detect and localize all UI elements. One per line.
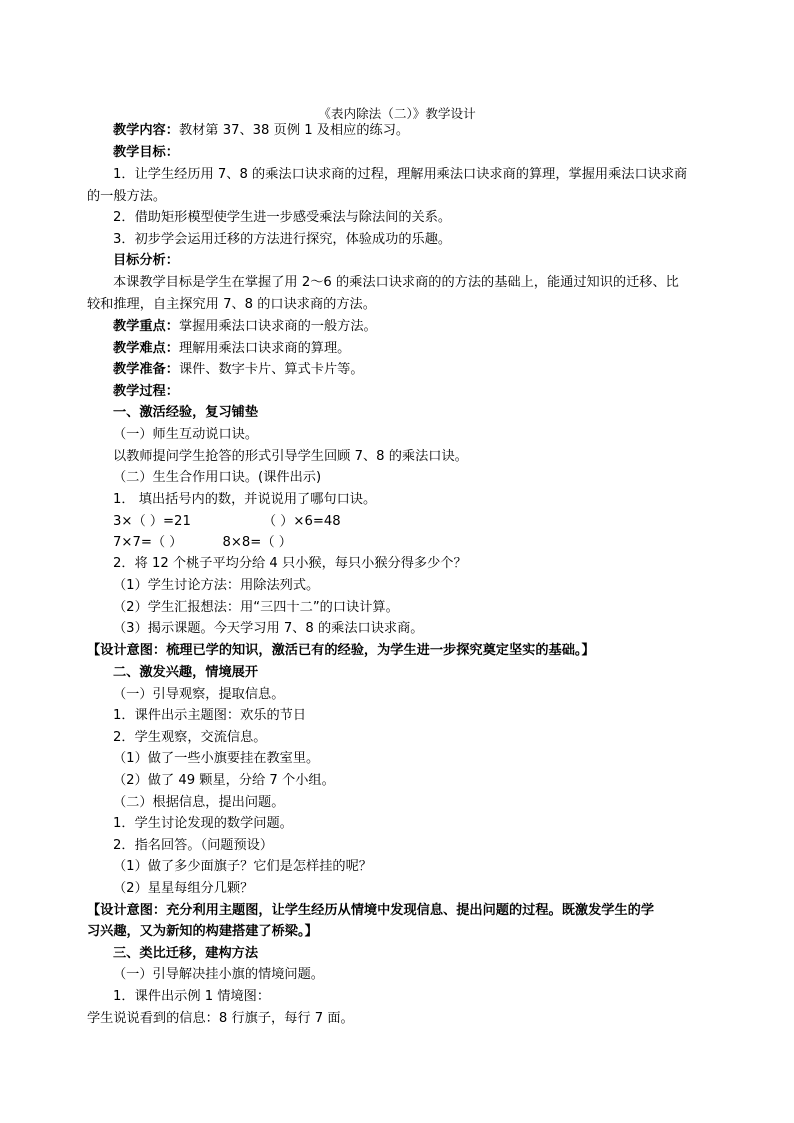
equation-row-1 — [113, 511, 794, 533]
difficulty-text: 理解用乘法口诀求商的算理。 — [178, 341, 351, 356]
equation: 3×（ ）=21 — [113, 514, 191, 529]
section-2-para: 2．指名回答。（问题预设） — [113, 838, 274, 853]
section-3-para: （一）引导解决挂小旗的情境问题。 — [113, 967, 324, 982]
teaching-content — [113, 120, 794, 142]
goal-2: 2．借助矩形模型使学生进一步感受乘法与除法间的关系。 — [113, 210, 452, 225]
section-2-para: 2．学生观察，交流信息。 — [113, 730, 267, 745]
difficulty-label: 教学难点： — [113, 341, 179, 356]
section-1-para: 1． 填出括号内的数，并说说用了哪句口诀。 — [113, 492, 377, 507]
teaching-difficulty — [113, 338, 794, 360]
goal-1-line-b: 的一般方法。 — [87, 189, 167, 204]
section-1-para: （1）学生讨论方法：用除法列式。 — [113, 578, 320, 593]
section-1-para: （二）生生合作用口诀。(课件出示) — [113, 470, 322, 485]
teaching-content-label: 教学内容： — [113, 123, 179, 138]
teaching-content-text: 教材第 37、38 页例 1 及相应的练习。 — [178, 123, 410, 138]
goal-analysis-line-b: 较和推理，自主探究用 7、8 的口诀求商的方法。 — [87, 297, 376, 312]
document-title: 《表内除法（二）》教学设计 — [318, 106, 476, 121]
section-1-para: （3）揭示课题。今天学习用 7、8 的乘法口诀求商。 — [113, 621, 424, 636]
section-1-design-intent: 【设计意图：梳理已学的知识，激活已有的经验，为学生进一步探究奠定坚实的基础。】 — [87, 643, 595, 658]
goal-analysis-label: 目标分析： — [113, 253, 179, 268]
teaching-preparation — [113, 359, 794, 381]
teaching-process-label: 教学过程： — [113, 384, 179, 399]
section-2-para: 1．学生讨论发现的数学问题。 — [113, 816, 293, 831]
equation-row-2 — [113, 532, 794, 554]
key-point-text: 掌握用乘法口诀求商的一般方法。 — [178, 319, 377, 334]
section-2-design-intent-line-b: 习兴趣，又为新知的构建搭建了桥梁。】 — [87, 924, 318, 939]
section-3-para: 1．课件出示例 1 情境图： — [113, 989, 271, 1004]
section-2-para: （1）做了一些小旗要挂在教室里。 — [113, 751, 320, 766]
equation: （ ）×6=48 — [262, 514, 341, 529]
section-3-title: 三、类比迁移，建构方法 — [113, 946, 259, 961]
goal-3: 3．初步学会运用迁移的方法进行探究，体验成功的乐趣。 — [113, 232, 452, 247]
section-1-para: （一）师生互动说口诀。 — [113, 427, 259, 442]
equation: 8×8=（ ） — [222, 535, 292, 550]
preparation-text: 课件、数字卡片、算式卡片等。 — [178, 362, 364, 377]
section-1-para: 2．将 12 个桃子平均分给 4 只小猴，每只小猴分得多少个？ — [113, 556, 467, 571]
section-1-para: （2）学生汇报想法：用“三四十二”的口诀计算。 — [113, 600, 399, 615]
section-2-para: （2）做了 49 颗星，分给 7 个小组。 — [113, 773, 335, 788]
goal-analysis-line-a: 本课教学目标是学生在掌握了用 2～6 的乘法口诀求商的的方法的基础上，能通过知识的迁移、比 — [113, 275, 679, 290]
section-2-design-intent-line-a: 【设计意图：充分利用主题图，让学生经历从情境中发现信息、提出问题的过程。既激发学生的学 — [87, 903, 655, 918]
preparation-label: 教学准备： — [113, 362, 179, 377]
section-2-para: （二）根据信息，提出问题。 — [113, 795, 285, 810]
section-2-para: （一）引导观察，提取信息。 — [113, 687, 285, 702]
section-2-para: （1）做了多少面旗子？它们是怎样挂的呢？ — [113, 859, 372, 874]
section-2-title: 二、激发兴趣，情境展开 — [113, 665, 259, 680]
teaching-key-point — [113, 316, 794, 338]
goal-1-line-a: 1．让学生经历用 7、8 的乘法口诀求商的过程，理解用乘法口诀求商的算理，掌握用乘法口诀求商 — [113, 167, 688, 182]
section-2-para: 1．课件出示主题图：欢乐的节日 — [113, 708, 307, 723]
section-2-para: （2）星星每组分几颗？ — [113, 881, 254, 896]
section-1-para: 以教师提问学生抢答的形式引导学生回顾 7、8 的乘法口诀。 — [113, 449, 468, 464]
teaching-goals-label: 教学目标： — [113, 145, 179, 160]
equation: 7×7=（ ） — [113, 535, 183, 550]
section-1-title: 一、激活经验，复习铺垫 — [113, 405, 259, 420]
section-3-para: 学生说说看到的信息：8 行旗子，每行 7 面。 — [87, 1011, 354, 1026]
key-point-label: 教学重点： — [113, 319, 179, 334]
